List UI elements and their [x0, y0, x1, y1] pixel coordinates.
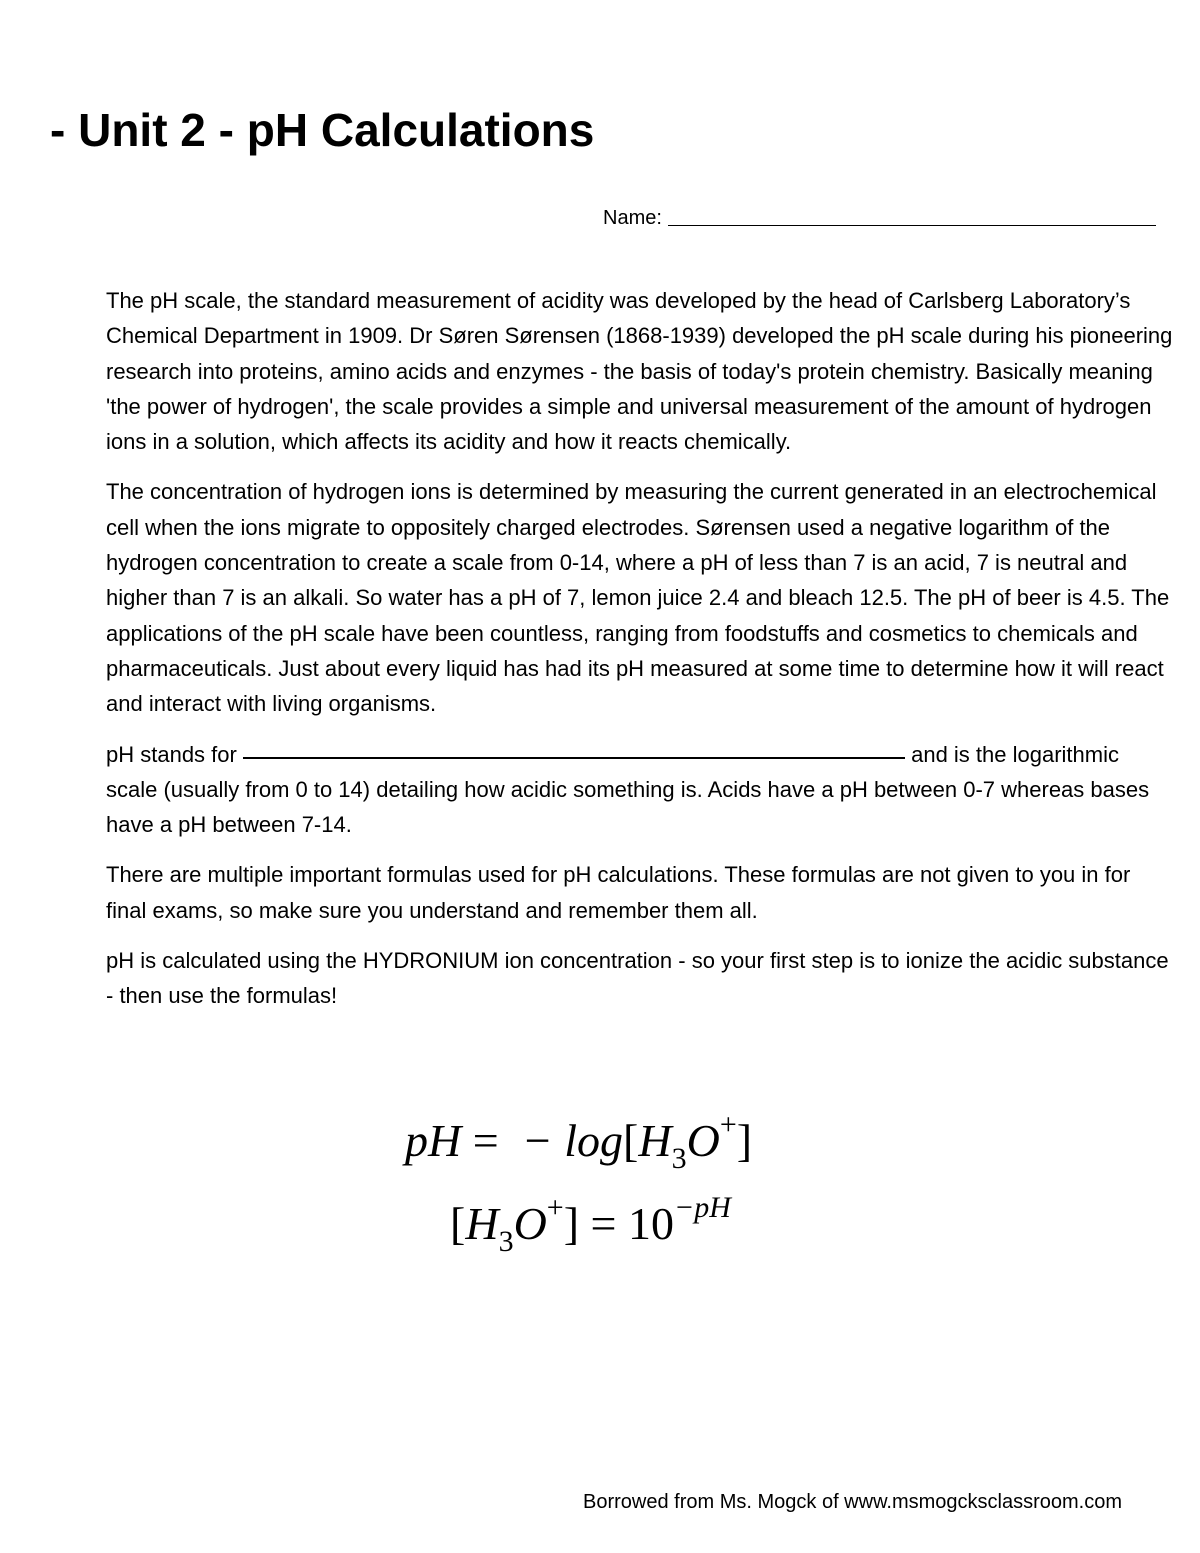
name-label: Name:: [603, 207, 662, 229]
ph-formula: pH = − $\log[H_3O^+]$: [405, 1108, 753, 1175]
document-body: [106, 283, 1176, 1029]
paragraph-formulas-intro: There are multiple important formulas used for pH calculations. These formulas are not given to you in for final exams, so make sure you understand and remember them all.: [106, 862, 1131, 923]
paragraph-hydronium: pH is calculated using the HYDRONIUM ion concentration - so your first step is to ionize the acidic substance - then use the formulas!: [106, 948, 1169, 1009]
ph-stands-for-text: pH stands for: [106, 741, 237, 767]
footer-credit: Borrowed from Ms. Mogck of www.msmogcksclassroom.com: [583, 1491, 1123, 1513]
page-title: - Unit 2 - pH Calculations: [50, 104, 595, 156]
paragraph-concentration: The concentration of hydrogen ions is determined by measuring the current generated in an electrochemical cell when the ions migrate to oppositely charged electrodes. Sørensen used a negative logarithm of the hydrogen concentration to create a scale from 0-14, where a pH of less than 7 is an acid, 7 is neutral and higher than 7 is an alkali. So water has a pH of 7, lemon juice 2.4 and bleach 12.5. The pH of beer is 4.5. The applications of the pH scale have been countless, ranging from foodstuffs and cosmetics to chemicals and pharmaceuticals. Just about every liquid has had its pH measured at some time to determine how it will react and interact with living organisms.: [106, 479, 1170, 717]
name-field: [603, 205, 1156, 231]
ph-meaning-blank[interactable]: [243, 756, 905, 759]
hydronium-formula: $[H_3O^+] = 10^{-pH}$: [450, 1191, 731, 1258]
paragraph-ph-definition: [106, 737, 1176, 843]
name-blank-line[interactable]: [668, 225, 1156, 226]
ph-definition-rest: and is the logarithmic scale (usually from 0 to 14) detailing how acidic something is. Acids have a pH between 0-7 whereas bases have a pH between 7-14.: [106, 741, 1150, 838]
paragraph-history: The pH scale, the standard measurement of acidity was developed by the head of Carlsberg Laboratory’s Chemical Department in 1909. Dr Søren Sørensen (1868-1939) developed the pH scale during his pioneering research into proteins, amino acids and enzymes - the basis of today's protein chemistry. Basically meaning 'the power of hydrogen', the scale provides a simple and universal measurement of the amount of hydrogen ions in a solution, which affects its acidity and how it reacts chemically.: [106, 288, 1173, 455]
